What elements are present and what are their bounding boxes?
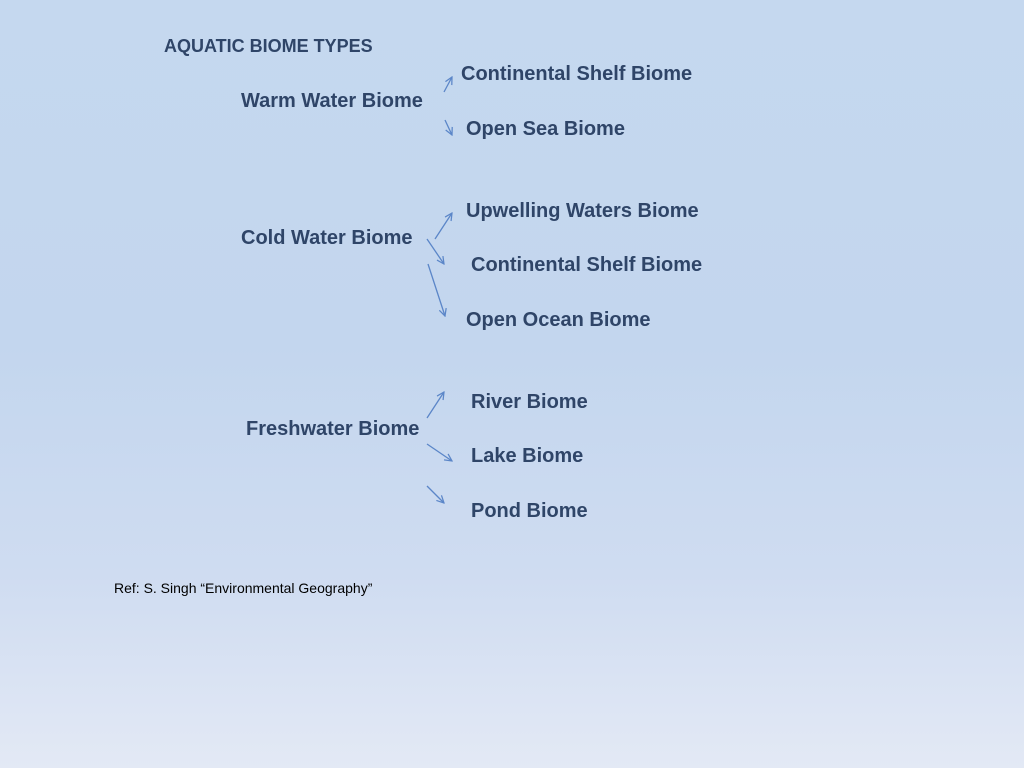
arrow-cold-to-open-ocean: [428, 264, 445, 316]
child-river: River Biome: [471, 391, 588, 413]
child-pond: Pond Biome: [471, 500, 588, 522]
arrow-cold-to-continental: [427, 239, 444, 264]
child-open-ocean: Open Ocean Biome: [466, 309, 651, 331]
arrow-warm-to-open-sea: [445, 120, 452, 135]
child-continental-shelf-cold: Continental Shelf Biome: [471, 254, 703, 276]
child-continental-shelf-warm: Continental Shelf Biome: [461, 63, 693, 85]
arrow-fresh-to-pond: [427, 486, 444, 503]
arrow-fresh-to-lake: [427, 444, 452, 461]
group-cold-water: Cold Water Biome: [241, 227, 413, 249]
diagram-title: AQUATIC BIOME TYPES: [164, 36, 373, 56]
arrow-cold-to-upwelling: [435, 213, 452, 239]
arrow-fresh-to-river: [427, 392, 444, 418]
child-lake: Lake Biome: [471, 445, 584, 467]
group-warm-water: Warm Water Biome: [241, 90, 423, 112]
group-freshwater: Freshwater Biome: [246, 418, 420, 440]
reference-note: Ref: S. Singh “Environmental Geography”: [114, 580, 373, 596]
child-upwelling-waters: Upwelling Waters Biome: [466, 200, 699, 222]
child-open-sea: Open Sea Biome: [466, 118, 625, 140]
arrow-warm-to-continental: [444, 77, 452, 92]
